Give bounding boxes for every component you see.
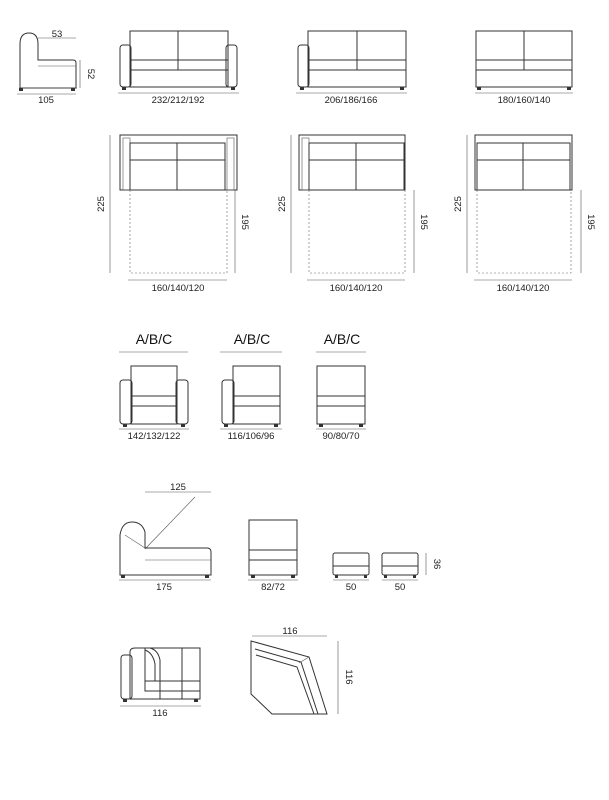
pouf-height-label: 36 bbox=[431, 558, 442, 570]
armless-seat-side-view bbox=[17, 29, 96, 106]
no-arm-sofa-widths-label: 180/160/140 bbox=[497, 95, 551, 106]
sofa-bed-3-top-view bbox=[453, 135, 596, 294]
armless-height-label: 52 bbox=[85, 68, 96, 80]
pouf2-width-label: 50 bbox=[394, 582, 406, 593]
chaise-diagonal-label: 125 bbox=[170, 482, 186, 493]
corner-module-top-view bbox=[251, 626, 354, 714]
sofa-bed-1-top-view bbox=[96, 135, 250, 294]
bed2-mattress-widths-label: 160/140/120 bbox=[329, 283, 383, 294]
bed2-depth-label: 225 bbox=[277, 196, 288, 212]
bed1-mattress-length-label: 195 bbox=[239, 214, 250, 230]
armless-side-width-label: 53 bbox=[51, 29, 63, 40]
corner-module-front-view bbox=[120, 648, 201, 719]
one-arm-chair-widths-label: 116/106/96 bbox=[227, 431, 275, 442]
sofa-bed-2-top-view bbox=[277, 135, 429, 294]
seat-widths-label: 82/72 bbox=[261, 582, 285, 593]
two-arm-chair-widths-label: 142/132/122 bbox=[127, 431, 181, 442]
no-arm-chair-front-view bbox=[316, 331, 366, 442]
two-arm-chair-header: A/B/C bbox=[135, 331, 173, 347]
two-arm-sofa-widths-label: 232/212/192 bbox=[151, 95, 205, 106]
one-arm-sofa-widths-label: 206/186/166 bbox=[324, 95, 378, 106]
chaise-longue-side-view bbox=[119, 482, 211, 593]
one-arm-chair-header: A/B/C bbox=[233, 331, 271, 347]
corner-top-depth-label: 116 bbox=[343, 669, 354, 685]
one-arm-sofa-front-view bbox=[296, 31, 407, 106]
bed2-mattress-length-label: 195 bbox=[418, 214, 429, 230]
one-arm-chair-front-view bbox=[220, 331, 282, 442]
corner-top-width-label: 116 bbox=[282, 626, 298, 637]
no-arm-chair-widths-label: 90/80/70 bbox=[322, 431, 360, 442]
chaise-length-label: 175 bbox=[156, 582, 172, 593]
bed3-mattress-length-label: 195 bbox=[585, 214, 596, 230]
bed3-depth-label: 225 bbox=[453, 196, 464, 212]
pouf-1-front-view bbox=[333, 553, 369, 593]
armless-depth-label: 105 bbox=[38, 95, 54, 106]
no-arm-sofa-front-view bbox=[475, 31, 573, 106]
two-arm-sofa-front-view bbox=[118, 31, 239, 106]
corner-side-width-label: 116 bbox=[152, 708, 168, 719]
bed1-mattress-widths-label: 160/140/120 bbox=[151, 283, 205, 294]
two-arm-chair-front-view bbox=[119, 331, 189, 442]
seat-module-front-view bbox=[248, 520, 298, 593]
bed3-mattress-widths-label: 160/140/120 bbox=[496, 283, 550, 294]
no-arm-chair-header: A/B/C bbox=[323, 331, 361, 347]
pouf1-width-label: 50 bbox=[345, 582, 357, 593]
bed1-depth-label: 225 bbox=[96, 196, 107, 212]
pouf-2-front-view bbox=[382, 553, 442, 593]
